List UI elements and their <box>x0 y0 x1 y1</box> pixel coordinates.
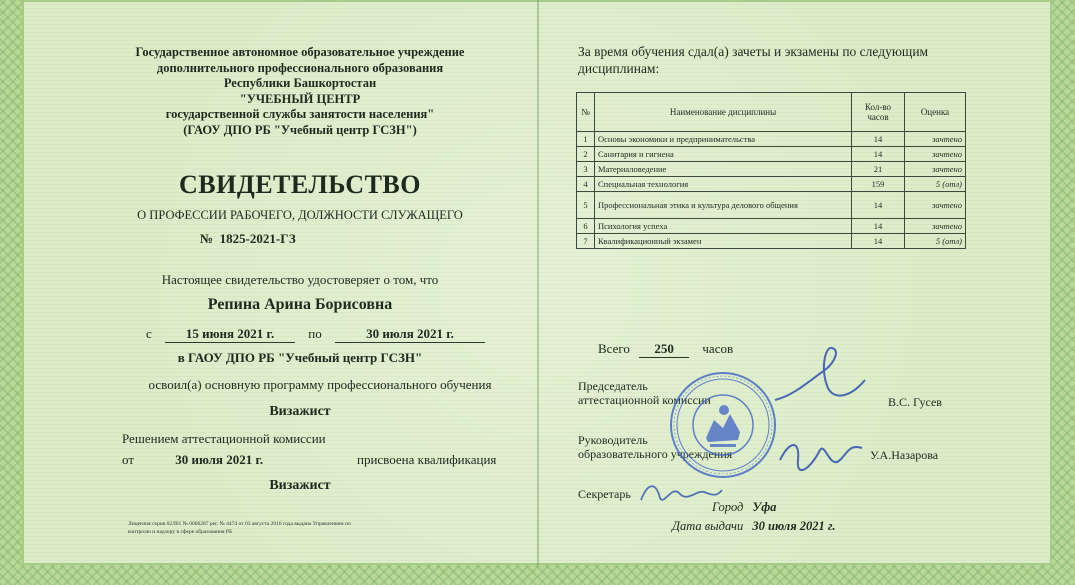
number-value: 1825-2021-ГЗ <box>219 231 296 246</box>
header-line: Республики Башкортостан <box>223 76 377 91</box>
header-line: Государственное автономное образовательное учреждение <box>135 45 465 59</box>
to-label: по <box>308 326 322 341</box>
row-number: 3 <box>577 162 595 177</box>
total-hours-line <box>598 341 733 358</box>
person-name: Репина Арина Борисовна <box>207 296 393 313</box>
number-label: № <box>200 231 214 246</box>
secretary-signature-icon <box>636 472 726 512</box>
discipline-grade: зачтено <box>905 147 966 162</box>
date-from: 15 июня 2021 г. <box>165 326 295 343</box>
table-row <box>577 132 966 147</box>
row-number: 6 <box>577 219 595 234</box>
row-number: 5 <box>577 192 595 219</box>
from-label: с <box>146 326 152 341</box>
chairman-line2: аттестационной комиссии <box>578 393 711 407</box>
table-row <box>577 162 966 177</box>
discipline-name: Профессиональная этика и культура делового общения <box>595 192 852 219</box>
discipline-grade: зачтено <box>905 192 966 219</box>
decision-text: Решением аттестационной комиссии <box>122 431 326 446</box>
row-number: 2 <box>577 147 595 162</box>
center-fold <box>537 0 539 565</box>
disciplines-intro: За время обучения сдал(а) зачеты и экзамены по следующим дисциплинам: <box>578 44 929 76</box>
date-to: 30 июля 2021 г. <box>335 326 485 343</box>
discipline-hours: 159 <box>852 177 905 192</box>
head-line1: Руководитель <box>578 433 648 447</box>
document-subtitle: О ПРОФЕССИИ РАБОЧЕГО, ДОЛЖНОСТИ СЛУЖАЩЕГО <box>137 208 463 222</box>
table-row <box>577 177 966 192</box>
discipline-grade: зачтено <box>905 132 966 147</box>
discipline-grade: 5 (отл) <box>905 177 966 192</box>
decision-line <box>122 452 522 468</box>
issue-date: 30 июля 2021 г. <box>752 519 836 533</box>
decision-from-label: от <box>122 452 135 467</box>
decision-date: 30 июля 2021 г. <box>175 452 264 467</box>
header-line: государственной службы занятости населения" <box>165 107 435 122</box>
certifies-text: Настоящее свидетельство удостоверяет о том, что <box>161 272 439 287</box>
col-hours-header: Кол-во часов <box>852 93 905 132</box>
discipline-grade: 5 (отл) <box>905 234 966 249</box>
chairman-signature-icon <box>770 340 870 420</box>
head-name: У.А.Назарова <box>870 448 939 462</box>
qualification-assigned-label: присвоена квалификация <box>357 452 497 467</box>
table-row <box>577 219 966 234</box>
hours-label: часов <box>702 341 734 356</box>
total-label: Всего <box>598 341 630 356</box>
city-label: Город <box>712 500 744 514</box>
header-line: дополнительного профессионального образования <box>156 60 444 75</box>
secretary-label: Секретарь <box>578 487 631 501</box>
study-period <box>146 326 526 343</box>
disciplines-table <box>576 92 966 249</box>
chairman-line1: Председатель <box>578 379 648 393</box>
issue-date-line <box>672 519 835 534</box>
discipline-name: Психология успеха <box>595 219 852 234</box>
table-row <box>577 147 966 162</box>
program-name: Визажист <box>269 404 331 419</box>
discipline-hours: 14 <box>852 147 905 162</box>
license-text: Лицензия серия 02Л01 № 0006287 рег. № 4474 от 03 августа 2016 года выдана Управлением по контролю и надзору в сфере образования РБ <box>128 521 351 535</box>
total-hours: 250 <box>639 341 689 358</box>
issue-label: Дата выдачи <box>672 519 744 533</box>
col-num-header: № <box>577 93 595 132</box>
header-line: "УЧЕБНЫЙ ЦЕНТР <box>239 91 361 106</box>
head-line2: образовательного учреждения <box>578 447 733 461</box>
issuer-header <box>130 45 470 139</box>
row-number: 7 <box>577 234 595 249</box>
discipline-hours: 14 <box>852 132 905 147</box>
table-row <box>577 234 966 249</box>
table-row <box>577 192 966 219</box>
discipline-hours: 21 <box>852 162 905 177</box>
discipline-name: Специальная технология <box>595 177 852 192</box>
city-value: Уфа <box>752 500 777 514</box>
table-header-row <box>577 93 966 132</box>
discipline-name: Материаловедение <box>595 162 852 177</box>
mastered-text: освоил(а) основную программу профессионального обучения <box>148 377 492 392</box>
header-line: (ГАОУ ДПО РБ "Учебный центр ГСЗН") <box>183 122 417 137</box>
row-number: 4 <box>577 177 595 192</box>
document-title: СВИДЕТЕЛЬСТВО <box>178 170 421 199</box>
official-stamp-icon <box>668 370 778 480</box>
col-grade-header: Оценка <box>905 93 966 132</box>
discipline-hours: 14 <box>852 219 905 234</box>
head-signature-icon <box>770 430 870 490</box>
row-number: 1 <box>577 132 595 147</box>
discipline-grade: зачтено <box>905 219 966 234</box>
discipline-name: Квалификационный экзамен <box>595 234 852 249</box>
discipline-hours: 14 <box>852 192 905 219</box>
discipline-hours: 14 <box>852 234 905 249</box>
discipline-name: Основы экономики и предпринимательства <box>595 132 852 147</box>
qualification-name: Визажист <box>269 478 331 493</box>
col-name-header: Наименование дисциплины <box>595 93 852 132</box>
discipline-name: Санитария и гигиена <box>595 147 852 162</box>
organization: в ГАОУ ДПО РБ "Учебный центр ГСЗН" <box>177 350 423 365</box>
certificate-number <box>200 231 400 247</box>
chairman-name: В.С. Гусев <box>888 395 942 409</box>
discipline-grade: зачтено <box>905 162 966 177</box>
